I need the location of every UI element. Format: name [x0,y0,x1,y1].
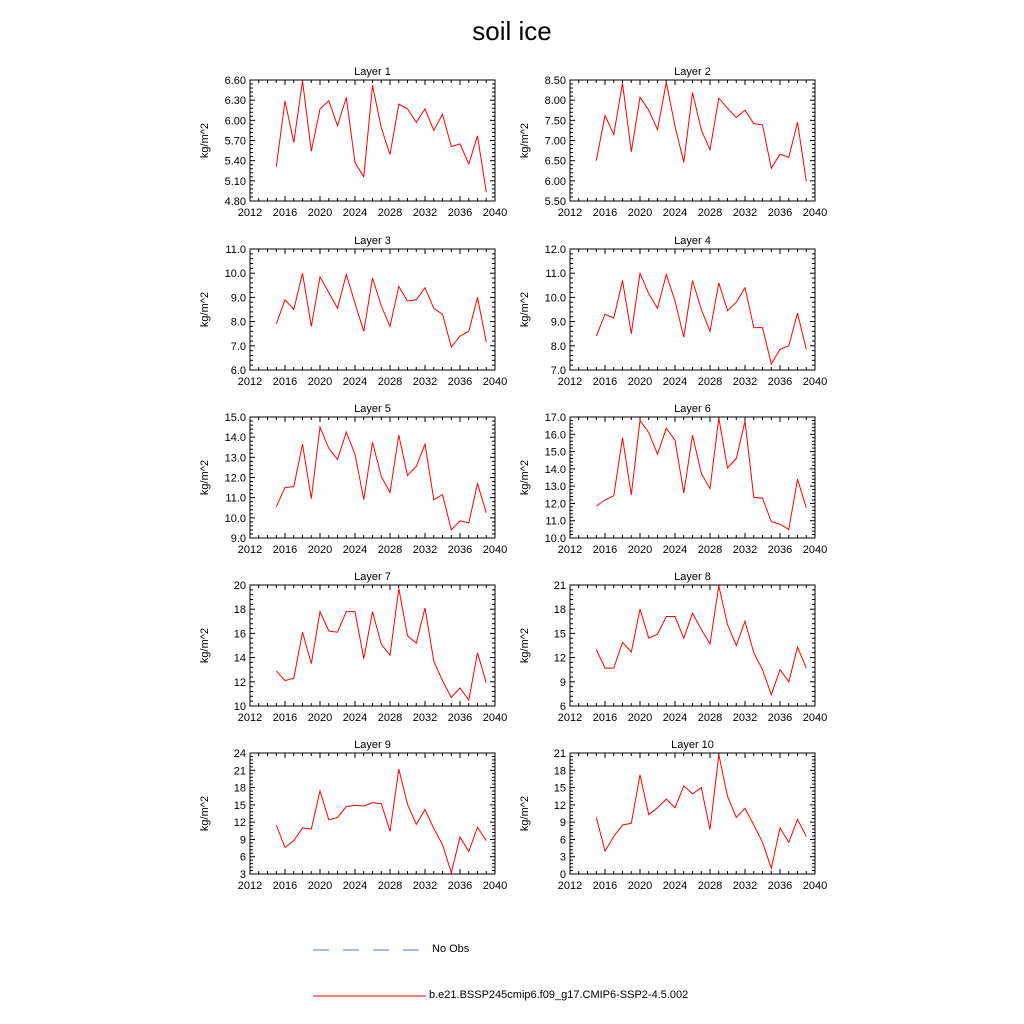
x-tick-label: 2016 [592,207,618,219]
y-tick-label: 10.0 [544,292,566,305]
x-tick-label: 2016 [272,376,298,388]
series-line [276,273,486,347]
plot-frame [250,753,495,874]
y-tick-label: 15.0 [224,412,246,424]
panel-title: Layer 9 [354,739,391,751]
y-tick-label: 9.0 [550,316,566,329]
series-line [596,273,806,364]
y-tick-label: 14 [233,652,246,665]
x-tick-label: 2016 [272,544,298,556]
plot-frame [250,249,495,370]
x-tick-label: 2024 [342,207,368,219]
y-tick-label: 6 [559,701,566,713]
y-tick-label: 6.0 [230,365,246,377]
y-tick-label: 21 [233,765,246,778]
x-tick-label: 2012 [557,880,583,892]
x-tick-label: 2012 [237,544,263,556]
x-tick-label: 2028 [377,712,403,724]
x-tick-label: 2012 [237,712,263,724]
x-tick-label: 2016 [272,712,298,724]
x-tick-label: 2040 [802,880,828,892]
y-tick-label: 15 [553,782,566,795]
x-tick-label: 2016 [592,544,618,556]
panel-title: Layer 5 [354,403,391,415]
x-tick-label: 2020 [627,376,653,388]
panel-10 [519,739,827,892]
x-tick-label: 2020 [307,376,333,388]
y-tick-label: 3 [239,869,246,881]
x-tick-label: 2012 [237,207,263,219]
y-tick-label: 0 [559,869,566,881]
x-tick-label: 2032 [732,880,758,892]
panel-title: Layer 7 [354,571,391,583]
plot-frame [570,80,815,201]
y-tick-label: 21 [553,748,566,760]
x-tick-label: 2024 [662,544,688,556]
x-tick-label: 2016 [592,880,618,892]
x-tick-label: 2028 [697,376,723,388]
y-tick-label: 5.50 [544,196,566,208]
y-tick-label: 6.30 [224,95,246,108]
y-tick-label: 16 [233,628,246,641]
y-tick-label: 13.0 [544,481,566,494]
x-tick-label: 2020 [627,544,653,556]
y-tick-label: 24 [233,748,246,760]
x-tick-label: 2036 [767,712,793,724]
panel-title: Layer 6 [674,403,711,415]
x-tick-label: 2040 [802,376,828,388]
y-tick-label: 5.40 [224,155,246,168]
x-tick-label: 2012 [557,376,583,388]
y-axis-label: kg/m^2 [199,795,211,832]
y-tick-label: 16.0 [544,429,566,442]
plot-frame [250,585,495,706]
x-tick-label: 2028 [697,544,723,556]
y-tick-label: 18 [233,604,246,617]
x-tick-label: 2032 [732,712,758,724]
x-tick-label: 2032 [732,544,758,556]
x-tick-label: 2036 [767,207,793,219]
x-tick-label: 2020 [307,712,333,724]
x-tick-label: 2032 [412,712,438,724]
x-tick-label: 2012 [557,712,583,724]
y-tick-label: 6.00 [224,115,246,128]
x-tick-label: 2012 [237,880,263,892]
x-tick-label: 2040 [802,207,828,219]
y-tick-label: 6 [559,834,566,847]
plot-frame [570,585,815,706]
y-axis-label: kg/m^2 [199,459,211,496]
y-tick-label: 11.0 [545,268,566,281]
x-tick-label: 2036 [447,544,473,556]
x-tick-label: 2032 [412,880,438,892]
panel-6 [519,403,827,556]
y-tick-label: 14.0 [544,463,566,476]
y-tick-label: 14.0 [224,432,246,445]
plot-frame [250,80,495,201]
x-tick-label: 2012 [237,376,263,388]
x-tick-label: 2036 [447,880,473,892]
panel-7 [199,571,507,724]
series-line [596,418,806,530]
panel-5 [199,403,507,556]
x-tick-label: 2028 [377,544,403,556]
y-axis-label: kg/m^2 [199,627,211,664]
panel-8 [519,571,827,724]
x-tick-label: 2032 [412,207,438,219]
x-tick-label: 2020 [627,207,653,219]
y-tick-label: 3 [559,851,566,864]
y-tick-label: 18 [233,782,246,795]
series-line [276,589,486,700]
y-tick-label: 21 [553,580,566,592]
x-tick-label: 2036 [447,712,473,724]
x-tick-label: 2040 [482,544,508,556]
x-tick-label: 2020 [627,880,653,892]
y-axis-label: kg/m^2 [199,122,211,159]
x-tick-label: 2012 [557,207,583,219]
x-tick-label: 2024 [662,207,688,219]
y-axis-label: kg/m^2 [199,291,211,328]
chart-title: soil ice [472,16,552,46]
y-tick-label: 12 [233,676,246,689]
y-tick-label: 7.00 [544,135,566,148]
y-tick-label: 11.0 [225,492,246,505]
x-tick-label: 2028 [697,207,723,219]
x-tick-label: 2040 [802,544,828,556]
panel-9 [199,739,507,892]
x-tick-label: 2036 [447,376,473,388]
x-tick-label: 2040 [802,712,828,724]
y-tick-label: 8.0 [230,316,246,329]
y-axis-label: kg/m^2 [519,291,531,328]
x-tick-label: 2036 [767,376,793,388]
x-tick-label: 2024 [342,712,368,724]
series-line [276,769,486,873]
y-axis-label: kg/m^2 [519,627,531,664]
y-tick-label: 8.00 [544,95,566,108]
series-line [276,427,486,530]
x-tick-label: 2040 [482,376,508,388]
y-tick-label: 8.50 [544,75,566,87]
x-tick-label: 2032 [412,376,438,388]
y-tick-label: 6.00 [544,175,566,188]
panel-1 [199,66,507,219]
legend-model-label: b.e21.BSSP245cmip6.f09_g17.CMIP6-SSP2-4.5.002 [429,989,689,1001]
y-tick-label: 9.0 [230,533,246,545]
x-tick-label: 2016 [272,880,298,892]
x-tick-label: 2036 [767,544,793,556]
x-tick-label: 2028 [377,880,403,892]
x-tick-label: 2020 [307,544,333,556]
y-tick-label: 18 [553,604,566,617]
y-tick-label: 6 [239,851,246,864]
x-tick-label: 2024 [662,376,688,388]
panel-title: Layer 2 [674,66,711,78]
x-tick-label: 2032 [732,376,758,388]
y-tick-label: 7.50 [544,115,566,128]
x-tick-label: 2024 [662,880,688,892]
y-axis-label: kg/m^2 [519,122,531,159]
x-tick-label: 2036 [447,207,473,219]
y-tick-label: 12 [553,652,566,665]
y-tick-label: 12 [233,817,246,830]
y-tick-label: 5.10 [224,175,246,188]
y-tick-label: 18 [553,765,566,778]
y-tick-label: 9.0 [230,292,246,305]
y-tick-label: 10.0 [544,533,566,545]
y-tick-label: 15 [233,799,246,812]
y-tick-label: 12.0 [224,472,246,485]
panel-title: Layer 4 [674,235,711,247]
y-tick-label: 12.0 [544,244,566,256]
x-tick-label: 2036 [767,880,793,892]
panel-title: Layer 10 [671,739,714,751]
series-line [596,755,806,869]
x-tick-label: 2040 [482,207,508,219]
x-tick-label: 2040 [482,712,508,724]
panel-3 [199,235,507,388]
plot-frame [570,753,815,874]
x-tick-label: 2028 [697,880,723,892]
plot-frame [250,417,495,538]
x-tick-label: 2040 [482,880,508,892]
x-tick-label: 2024 [342,544,368,556]
x-tick-label: 2012 [557,544,583,556]
x-tick-label: 2020 [307,207,333,219]
y-tick-label: 20 [233,580,246,592]
y-tick-label: 12 [553,799,566,812]
y-tick-label: 9 [559,817,566,830]
series-line [276,81,486,193]
x-tick-label: 2016 [272,207,298,219]
y-tick-label: 4.80 [224,196,246,208]
y-tick-label: 9 [559,676,566,689]
x-tick-label: 2024 [662,712,688,724]
series-line [596,82,806,181]
y-tick-label: 15 [553,628,566,641]
y-tick-label: 10 [233,701,246,713]
x-tick-label: 2028 [377,376,403,388]
x-tick-label: 2020 [307,880,333,892]
x-tick-label: 2016 [592,712,618,724]
panel-title: Layer 8 [674,571,711,583]
y-tick-label: 17.0 [544,412,566,424]
y-tick-label: 15.0 [544,446,566,459]
y-axis-label: kg/m^2 [519,795,531,832]
y-tick-label: 6.50 [544,155,566,168]
x-tick-label: 2032 [732,207,758,219]
y-tick-label: 8.0 [550,340,566,353]
x-tick-label: 2024 [342,376,368,388]
panel-title: Layer 1 [354,66,391,78]
y-tick-label: 5.70 [224,135,246,148]
y-tick-label: 12.0 [544,498,566,511]
panel-2 [519,66,827,219]
legend-obs-label: No Obs [432,943,470,955]
x-tick-label: 2020 [627,712,653,724]
x-tick-label: 2028 [697,712,723,724]
x-tick-label: 2016 [592,376,618,388]
series-line [596,586,806,695]
y-tick-label: 6.60 [224,75,246,87]
y-tick-label: 10.0 [224,512,246,525]
y-tick-label: 11.0 [545,515,566,528]
x-tick-label: 2024 [342,880,368,892]
y-tick-label: 9 [239,834,246,847]
y-tick-label: 10.0 [224,268,246,281]
y-tick-label: 7.0 [230,340,246,353]
y-tick-label: 13.0 [224,452,246,465]
panel-title: Layer 3 [354,235,391,247]
x-tick-label: 2028 [377,207,403,219]
y-tick-label: 11.0 [225,244,246,256]
y-axis-label: kg/m^2 [519,459,531,496]
x-tick-label: 2032 [412,544,438,556]
y-tick-label: 7.0 [550,365,566,377]
panel-4 [519,235,827,388]
